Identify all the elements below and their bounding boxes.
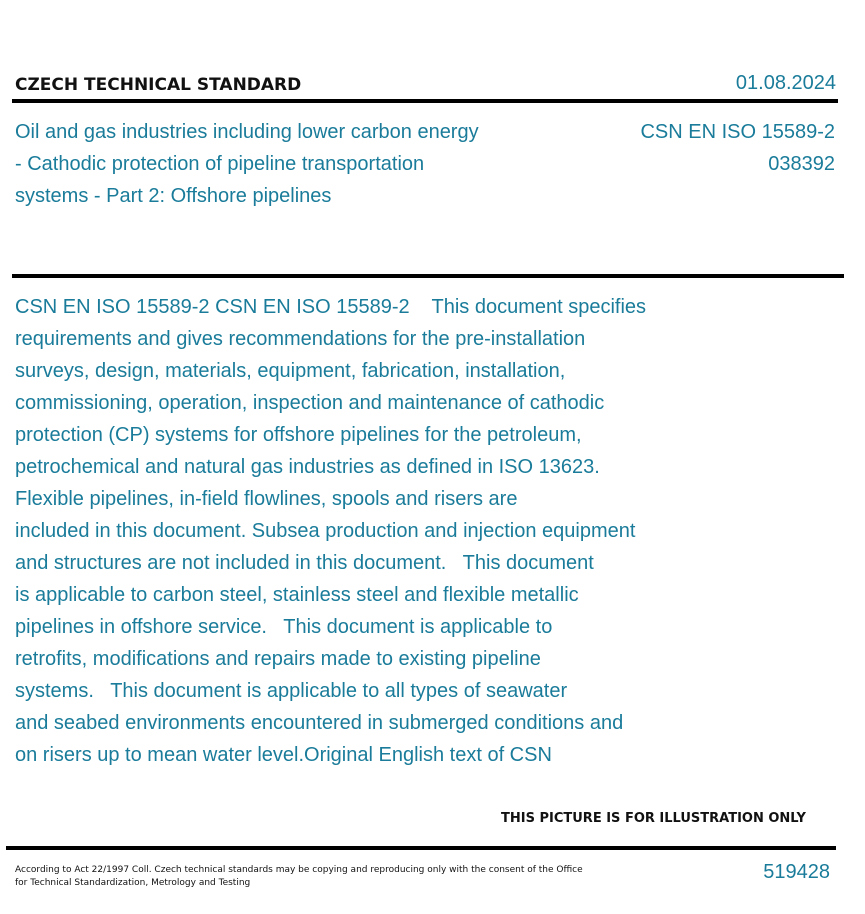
standard-designation: CSN EN ISO 15589-2 — [640, 121, 835, 143]
abstract-line: and seabed environments encountered in submerged conditions and — [15, 712, 624, 734]
abstract-line: retrofits, modifications and repairs made to existing pipeline — [15, 648, 541, 670]
abstract-line: and structures are not included in this document. This document — [15, 552, 594, 574]
standard-identifiers — [640, 116, 835, 180]
catalog-number: 038392 — [768, 153, 835, 175]
abstract-line: is applicable to carbon steel, stainless steel and flexible metallic — [15, 584, 579, 606]
document-id: 519428 — [763, 861, 830, 883]
abstract-line: surveys, design, materials, equipment, fabrication, installation, — [15, 360, 566, 382]
standard-title-line: Oil and gas industries including lower carbon energy — [15, 121, 479, 143]
standard-title-line: - Cathodic protection of pipeline transportation — [15, 153, 425, 175]
title-divider — [12, 274, 844, 278]
document-type-heading: CZECH TECHNICAL STANDARD — [15, 75, 302, 95]
abstract-line: systems. This document is applicable to all types of seawater — [15, 680, 568, 702]
legal-notice-line: for Technical Standardization, Metrology and Testing — [15, 878, 251, 888]
legal-notice — [15, 864, 583, 890]
header-divider — [12, 99, 838, 103]
illustration-disclaimer: THIS PICTURE IS FOR ILLUSTRATION ONLY — [501, 811, 806, 826]
abstract-line: commissioning, operation, inspection and maintenance of cathodic — [15, 392, 605, 414]
abstract-line: on risers up to mean water level.Original English text of CSN — [15, 744, 552, 766]
abstract-line: Flexible pipelines, in-field flowlines, spools and risers are — [15, 488, 518, 510]
standard-title — [15, 116, 535, 212]
abstract-line: pipelines in offshore service. This document is applicable to — [15, 616, 553, 638]
abstract-line: petrochemical and natural gas industries as defined in ISO 13623. — [15, 456, 600, 478]
abstract-line: CSN EN ISO 15589-2 CSN EN ISO 15589-2 This document specifies — [15, 296, 647, 318]
legal-notice-line: According to Act 22/1997 Coll. Czech technical standards may be copying and reproducing only with the consent of the Office — [15, 865, 583, 875]
standard-title-line: systems - Part 2: Offshore pipelines — [15, 185, 332, 207]
footer-divider — [6, 846, 836, 850]
abstract-line: protection (CP) systems for offshore pipelines for the petroleum, — [15, 424, 582, 446]
abstract-text — [15, 291, 715, 771]
abstract-line: requirements and gives recommendations for the pre-installation — [15, 328, 586, 350]
abstract-line: included in this document. Subsea production and injection equipment — [15, 520, 636, 542]
publication-date: 01.08.2024 — [735, 72, 836, 94]
